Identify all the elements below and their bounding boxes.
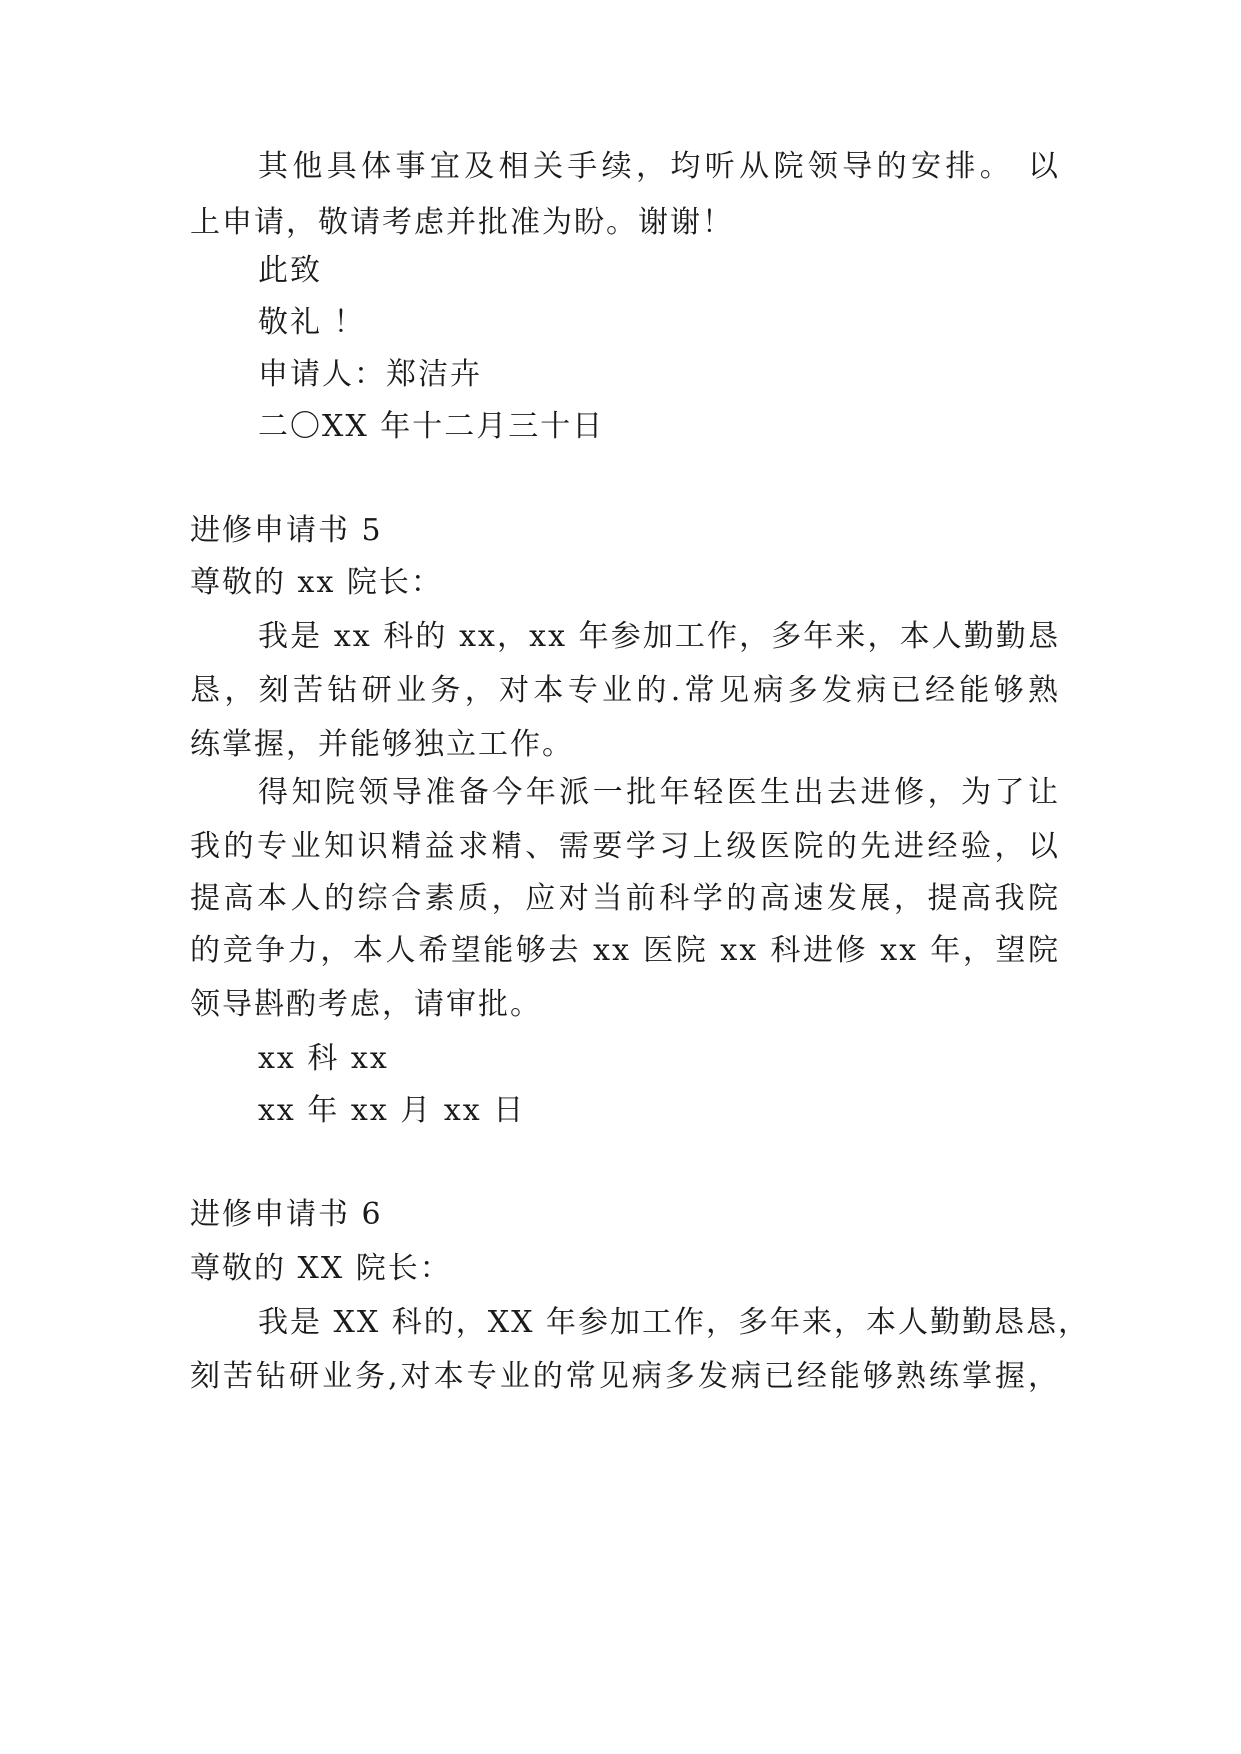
paragraph-line: 得知院领导准备今年派一批年轻医生出去进修，为了让: [258, 775, 1060, 810]
date-line: 二〇XX 年十二月三十日: [258, 409, 605, 444]
closing-cizhi: 此致: [258, 253, 322, 288]
paragraph-line: 领导斟酌考虑，请审批。: [190, 987, 542, 1022]
paragraph-line: 我是 xx 科的 xx，xx 年参加工作，多年来，本人勤勤恳: [258, 619, 1060, 654]
applicant-name: 申请人：郑洁卉: [258, 357, 482, 392]
salutation: 尊敬的 XX 院长：: [190, 1251, 452, 1286]
paragraph-line: 的竞争力，本人希望能够去 xx 医院 xx 科进修 xx 年，望院: [190, 933, 1060, 968]
paragraph-line: 提高本人的综合素质，应对当前科学的高速发展，提高我院: [190, 881, 1060, 916]
paragraph-line: 刻苦钻研业务,对本专业的常见病多发病已经能够熟练掌握，: [190, 1359, 1060, 1394]
section-title: 进修申请书 6: [190, 1197, 383, 1232]
paragraph-line: 其他具体事宜及相关手续，均听从院领导的安排。 以: [258, 149, 1060, 184]
section-title: 进修申请书 5: [190, 513, 383, 548]
closing-jingli: 敬礼 ！: [258, 305, 366, 340]
paragraph-line: 上申请，敬请考虑并批准为盼。谢谢！: [190, 205, 734, 240]
salutation: 尊敬的 xx 院长：: [190, 565, 443, 600]
date-line: xx 年 xx 月 xx 日: [258, 1093, 526, 1128]
paragraph-line: 恳，刻苦钻研业务，对本专业的.常见病多发病已经能够熟: [190, 673, 1060, 708]
paragraph-line: 练掌握，并能够独立工作。: [190, 727, 574, 762]
paragraph-line: 我的专业知识精益求精、需要学习上级医院的先进经验，以: [190, 829, 1060, 864]
signature: xx 科 xx: [258, 1041, 389, 1076]
paragraph-line: 我是 XX 科的，XX 年参加工作，多年来，本人勤勤恳恳，: [258, 1305, 1091, 1340]
